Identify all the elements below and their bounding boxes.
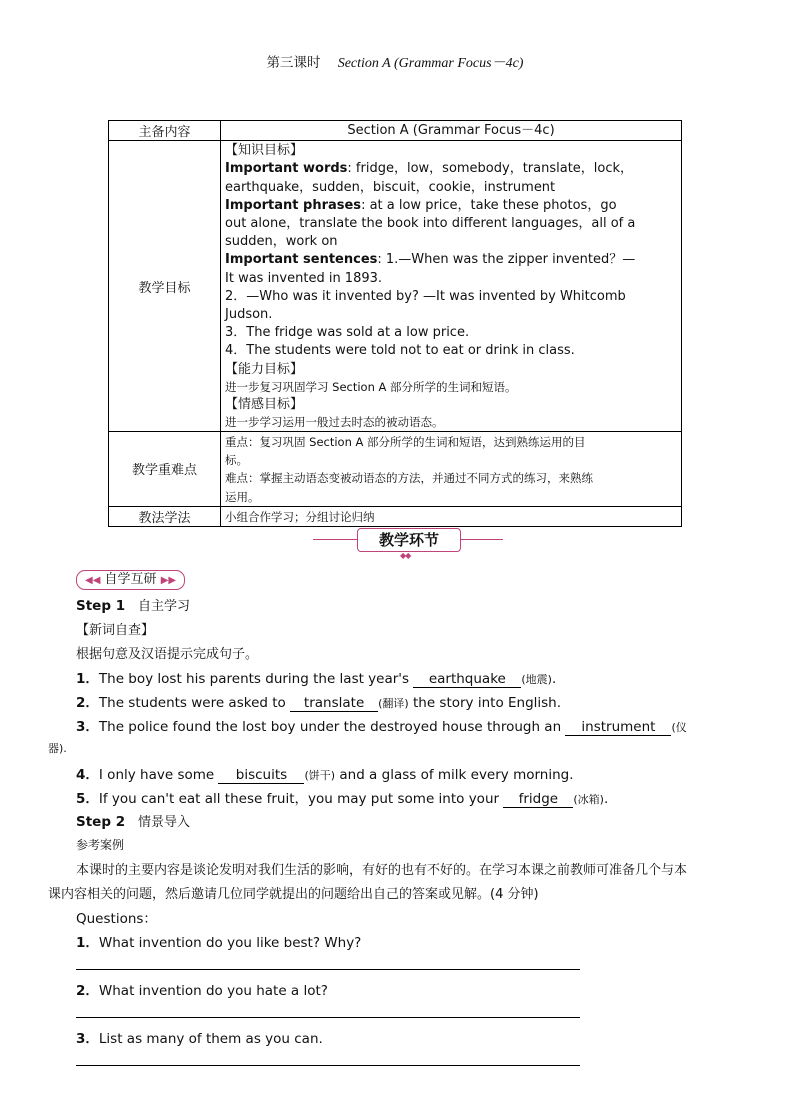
phrases-text-2: out alone，translate the book into different languages，all of a [225,216,636,232]
header-main-content: 主备内容 [109,121,221,141]
key-points-content [221,432,682,507]
step1-heading [76,595,190,614]
step2-label: Step 2 [76,814,126,830]
intro-paragraph-1: 本课时的主要内容是谈论发明对我们生活的影响，有好的也有不好的。在学习本课之前教师可准备几个与本 [76,863,688,878]
sentences-text-2: It was invented in 1893. [225,270,383,286]
sentences-text: : 1.—When was the zipper invented？— [377,252,636,268]
answer-line [76,969,580,970]
words-text-2: earthquake，sudden，biscuit，cookie，instrument [225,179,556,195]
words-label: Important words [225,161,348,177]
answer-line [76,1017,580,1018]
key-point-1: 重点：复习巩固 Section A 部分所学的生词和短语，达到熟练运用的目 [225,435,586,450]
key-point-1b: 标。 [225,453,248,468]
answer-line [76,1065,580,1066]
section-banner [313,527,503,559]
step2-title: 情景导入 [137,815,190,830]
banner-title: 教学环节 [357,528,461,552]
lesson-plan-table [108,120,682,527]
method-content: 小组合作学习；分组讨论归纳 [221,506,682,526]
emotion-tag: 【情感目标】 [225,396,304,412]
key-point-2b: 运用。 [225,489,260,504]
knowledge-tag: 【知识目标】 [225,143,304,159]
exercise-3: 3．The police found the lost boy under the destroyed house through an instrument (仪 [76,719,687,735]
step1-label: Step 1 [76,598,126,614]
answer-blank: instrument [565,720,671,736]
header-method: 教法学法 [109,506,221,526]
title-en: Section A (Grammar Focus－4c) [337,56,524,71]
table-row [109,432,682,507]
instruction: 根据句意及汉语提示完成句子。 [76,647,259,662]
exercise-1: 1．The boy lost his parents during the last year's earthquake (地震). [76,671,557,687]
header-key-points: 教学重难点 [109,432,221,507]
table-row [109,506,682,526]
chevron-left-icon: ◀◀ [85,575,101,586]
phrases-label: Important phrases [225,197,362,213]
sentence-3: 3．The fridge was sold at a low price. [225,325,470,341]
self-study-tag [76,570,185,590]
sentence-2: 2．—Who was it invented by? —It was invented by Whitcomb [225,288,626,304]
question-3: 3．List as many of them as you can. [76,1031,323,1047]
question-2: 2．What invention do you hate a lot? [76,983,328,999]
exercise-3-continued: 器). [48,742,67,755]
main-content-value: Section A (Grammar Focus－4c) [221,121,682,141]
exercise-4: 4．I only have some biscuits (饼干) and a glass of milk every morning. [76,767,574,783]
intro-paragraph-2: 课内容相关的问题，然后邀请几位同学就提出的问题给出自己的答案或见解。(4 分钟) [48,887,539,902]
answer-blank: biscuits [218,768,304,784]
answer-blank: earthquake [413,672,521,688]
questions-label: Questions： [76,911,157,927]
sentence-4: 4．The students were told not to eat or drink in class. [225,343,575,359]
banner-line-right [461,539,503,540]
words-text: : fridge，low，somebody，translate，lock， [347,161,634,177]
ability-tag: 【能力目标】 [225,361,304,377]
phrases-text-3: sudden，work on [225,234,338,250]
step1-title: 自主学习 [137,599,190,614]
phrases-text: : at a low price，take these photos，go [361,197,617,213]
page-title [0,51,790,72]
header-goals: 教学目标 [109,141,221,432]
ability-text: 进一步复习巩固学习 Section A 部分所学的生词和短语。 [225,379,517,394]
table-row [109,141,682,432]
emotion-text: 进一步学习运用一般过去时态的被动语态。 [225,415,444,430]
sentence-2b: Judson. [225,307,273,323]
chevron-right-icon: ▶▶ [160,575,177,586]
question-1: 1．What invention do you like best? Why? [76,935,362,951]
sentences-label: Important sentences [225,252,378,268]
answer-blank: translate [290,696,378,712]
step2-heading [76,811,190,830]
table-row [109,121,682,141]
goals-content [221,141,682,432]
self-study-label: 自学互研 [104,572,157,587]
reference-label: 参考案例 [76,838,125,852]
title-cn: 第三课时 [266,55,321,71]
new-words-tag: 【新词自查】 [76,623,155,638]
diamond-icon: ◆◆ [400,551,411,560]
answer-blank: fridge [503,792,573,808]
banner-line-left [313,539,357,540]
exercise-2: 2．The students were asked to translate (翻译) the story into English. [76,695,562,711]
exercise-5: 5．If you can't eat all these fruit，you may put some into your fridge (冰箱). [76,791,609,807]
key-point-2: 难点：掌握主动语态变被动语态的方法，并通过不同方式的练习，来熟练 [225,471,593,486]
